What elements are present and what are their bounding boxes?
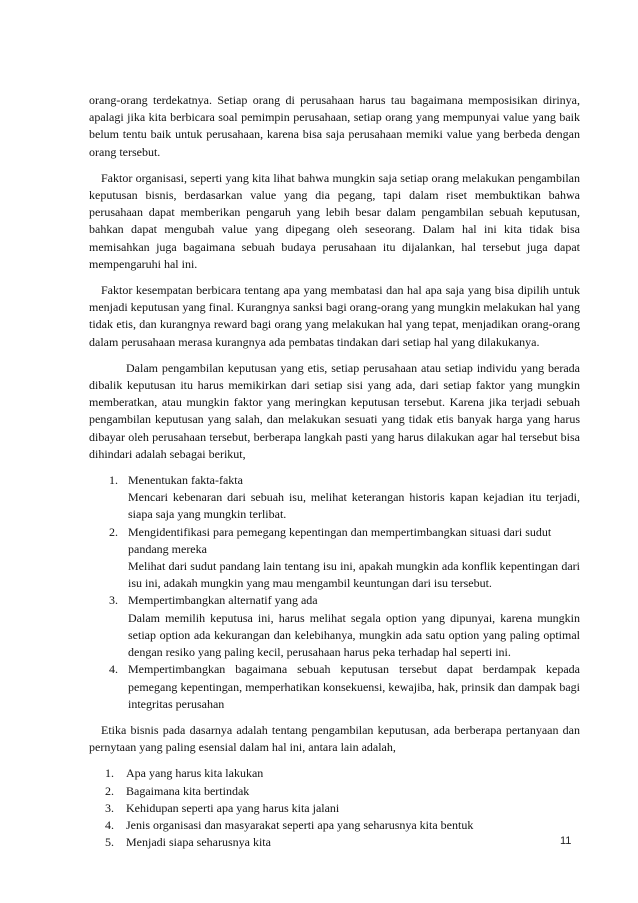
- step-title: Mempertimbangkan bagaimana sebuah keputusan tersebut dapat berdampak kepada pemegang kepentingan, memperhatikan konsekuensi, kewajiba, hak, prinsik dan dampak bagi integritas perusahan: [128, 662, 580, 711]
- document-page: [89, 92, 580, 851]
- list-item: [89, 783, 580, 800]
- page-number: 11: [560, 835, 572, 847]
- question-text: Menjadi siapa seharusnya kita: [126, 835, 271, 850]
- list-number: 4.: [109, 662, 118, 677]
- paragraph-faktor-organisasi: Faktor organisasi, seperti yang kita lihat bahwa mungkin saja setiap orang melakukan pengambilan keputusan bisnis, berdasarkan value yang dia pegang, tapi dalam riset membuktikan bahwa perusahaan dapat memberikan pengaruh yang lebih besar dalam pengambilan sebuah keputusan, bahkan dapat mengubah value yang dipegang oleh seseorang. Dalam hal ini kita tidak bisa memisahkan juga bagaimana sebuah budaya perusahaan itu dijalankan, hal tersebut juga dapat mempengaruhi hal ini.: [89, 170, 580, 271]
- paragraph-etika-bisnis: Etika bisnis pada dasarnya adalah tentang pengambilan keputusan, ada berberapa pertanyaan dan pernytaan yang paling esensial dalam hal ini, antara lain adalah,: [89, 722, 580, 755]
- paragraph-pengambilan-keputusan: Dalam pengambilan keputusan yang etis, setiap perusahaan atau setiap individu yang berada dibalik keputusan itu harus memikirkan dari setiap sisi yang ada, dari setiap faktor yang mungkin memberatkan, atau mungkin faktor yang meringkan keputusan tersebut. Karena jika terjadi sebuah pengambilan keputusan yang salah, dan melakukan sesuati yang tidak etis banyak harga yang harus dibayar oleh perusahaan tersebut, berberapa langkah pasti yang harus dilakukan agar hal tersebut bisa dihindari adalah sebagai berikut,: [89, 360, 580, 461]
- list-item: [89, 524, 580, 593]
- list-number: 1.: [109, 473, 118, 488]
- step-description: Melihat dari sudut pandang lain tentang isu ini, apakah mungkin ada konflik kepentingan dari isu ini, adakah mungkin yang mau mengambil keuntungan dari isu tersebut.: [128, 559, 580, 591]
- list-number: 2.: [109, 524, 118, 539]
- list-item: [89, 800, 580, 817]
- list-number: 5.: [105, 835, 114, 850]
- list-number: 3.: [109, 593, 118, 608]
- list-number: 2.: [105, 783, 114, 798]
- list-item: [89, 472, 580, 524]
- step-description: Dalam memilih keputusa ini, harus melihat segala option yang dipunyai, karena mungkin setiap option ada kekurangan dan kelebihanya, mungkin ada satu option yang paling optimal dengan resiko yang paling kecil, perusahaan harus peka terhadap hal seperti ini.: [128, 610, 580, 660]
- list-item: [89, 834, 580, 851]
- list-item: [89, 765, 580, 782]
- step-description: Mencari kebenaran dari sebuah isu, melihat keterangan historis kapan kejadian itu terjadi, siapa saja yang mungkin terlibat.: [128, 490, 580, 522]
- steps-list: [89, 472, 580, 713]
- paragraph-1: orang-orang terdekatnya. Setiap orang di perusahaan harus tau bagaimana memposisikan dirinya, apalagi jika kita berbicara soal pemimpin perusahaan, setiap orang yang mempunyai value yang baik belum tentu baik untuk perusahaan, karena bisa saja perusahaan memiki value yang berbeda dengan orang tersebut.: [89, 93, 580, 159]
- list-number: 1.: [105, 766, 114, 781]
- list-item: [89, 817, 580, 834]
- questions-list: [89, 765, 580, 851]
- question-text: Bagaimana kita bertindak: [126, 783, 250, 798]
- list-item: [89, 661, 580, 713]
- question-text: Kehidupan seperti apa yang harus kita jalani: [126, 800, 340, 815]
- paragraph-faktor-kesempatan: Faktor kesempatan berbicara tentang apa yang membatasi dan hal apa saja yang bisa dipilih untuk menjadi keputusan yang final. Kurangnya sanksi bagi orang-orang yang mungkin melakukan hal yang tidak etis, dan kurangnya reward bagi orang yang melakukan hal yang tepat, menjadikan orang-orang dalam perusahaan merasa kurangnya ada pembatas tindakan dari setiap hal yang dilakukanya.: [89, 283, 580, 349]
- step-title: Menentukan fakta-fakta: [128, 473, 243, 488]
- list-number: 3.: [105, 800, 114, 815]
- question-text: Jenis organisasi dan masyarakat seperti apa yang seharusnya kita bentuk: [126, 817, 474, 832]
- list-number: 4.: [105, 817, 114, 832]
- list-item: [89, 592, 580, 661]
- question-text: Apa yang harus kita lakukan: [126, 766, 264, 781]
- step-title: Mempertimbangkan alternatif yang ada: [128, 593, 318, 608]
- step-title: Mengidentifikasi para pemegang kepentingan dan mempertimbangkan situasi dari sudut pandang mereka: [128, 524, 552, 556]
